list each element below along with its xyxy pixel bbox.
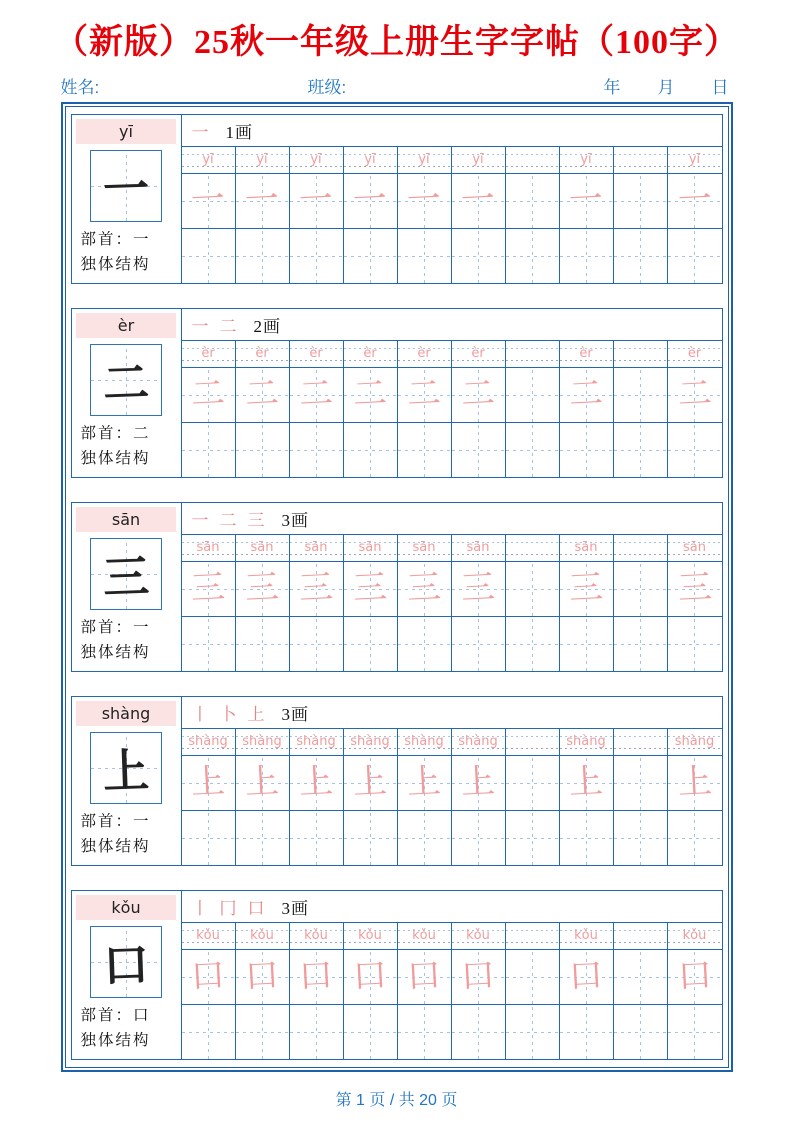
pinyin-cell: yī bbox=[344, 147, 398, 173]
empty-practice-cell bbox=[236, 1005, 290, 1059]
radical-structure-block bbox=[72, 615, 181, 665]
empty-practice-row bbox=[182, 1005, 722, 1059]
pinyin-cell: kǒu bbox=[290, 923, 344, 949]
trace-character-cell bbox=[290, 756, 344, 810]
pinyin-cell bbox=[506, 923, 560, 949]
trace-character-cell bbox=[452, 562, 506, 616]
page-number: 第 1 页 / 共 20 页 bbox=[335, 1092, 458, 1109]
trace-character: 二 bbox=[568, 375, 604, 414]
trace-character-cell bbox=[182, 174, 236, 228]
trace-character-cell bbox=[668, 756, 722, 810]
radical-structure-block bbox=[72, 421, 181, 471]
trace-character-cell bbox=[344, 756, 398, 810]
trace-character-cell bbox=[182, 562, 236, 616]
trace-practice-row bbox=[182, 174, 722, 229]
trace-character-cell bbox=[236, 756, 290, 810]
trace-character-cell bbox=[452, 368, 506, 422]
radical-label: 部首：一 bbox=[80, 813, 151, 830]
pinyin-guide-row bbox=[182, 923, 722, 950]
pinyin-cell: sān bbox=[560, 535, 614, 561]
pinyin-cell bbox=[506, 729, 560, 755]
pinyin-cell: kǒu bbox=[344, 923, 398, 949]
pinyin-cell: sān bbox=[398, 535, 452, 561]
trace-character: 口 bbox=[352, 957, 388, 996]
trace-character: 口 bbox=[190, 957, 226, 996]
empty-practice-cell bbox=[182, 423, 236, 477]
empty-practice-cell bbox=[290, 229, 344, 283]
character-info-panel bbox=[72, 309, 182, 477]
practice-grid-panel bbox=[182, 891, 722, 1059]
model-character-box bbox=[90, 926, 162, 998]
trace-character-cell bbox=[398, 950, 452, 1004]
empty-practice-cell bbox=[452, 229, 506, 283]
pinyin-cell bbox=[506, 341, 560, 367]
worksheet-outer-border bbox=[61, 102, 733, 1072]
practice-grid-panel bbox=[182, 115, 722, 283]
pinyin-label: shàng bbox=[76, 701, 176, 726]
stroke-order-glyph: 冂 bbox=[219, 899, 237, 918]
trace-character: 二 bbox=[460, 375, 496, 414]
character-practice-section bbox=[71, 890, 723, 1060]
trace-character-cell bbox=[398, 174, 452, 228]
pinyin-cell: kǒu bbox=[236, 923, 290, 949]
pinyin-cell: shàng bbox=[182, 729, 236, 755]
empty-practice-cell bbox=[344, 617, 398, 671]
character-practice-section bbox=[71, 502, 723, 672]
empty-practice-cell bbox=[236, 229, 290, 283]
empty-practice-cell bbox=[398, 1005, 452, 1059]
model-character: 二 bbox=[102, 357, 150, 410]
practice-grid-panel bbox=[182, 503, 722, 671]
pinyin-label: èr bbox=[76, 313, 176, 338]
trace-character-cell bbox=[668, 174, 722, 228]
model-character: 口 bbox=[102, 939, 150, 992]
stroke-order-glyph: 一 bbox=[191, 317, 209, 336]
pinyin-cell: shàng bbox=[290, 729, 344, 755]
trace-character: 二 bbox=[352, 375, 388, 414]
stroke-count-label: 3画 bbox=[281, 705, 309, 724]
stroke-order-row bbox=[182, 309, 722, 341]
pinyin-cell: yī bbox=[236, 147, 290, 173]
pinyin-cell: yī bbox=[290, 147, 344, 173]
trace-character: 二 bbox=[676, 375, 713, 414]
radical-label: 部首：一 bbox=[80, 231, 151, 248]
trace-character-cell bbox=[560, 562, 614, 616]
model-character-box bbox=[90, 150, 162, 222]
trace-character-cell bbox=[290, 174, 344, 228]
trace-character-cell bbox=[506, 950, 560, 1004]
trace-character-cell bbox=[290, 562, 344, 616]
trace-character-cell bbox=[506, 174, 560, 228]
trace-character-cell bbox=[236, 368, 290, 422]
trace-character: 一 bbox=[190, 181, 226, 220]
pinyin-cell: shàng bbox=[398, 729, 452, 755]
empty-practice-row bbox=[182, 617, 722, 671]
trace-practice-row bbox=[182, 562, 722, 617]
trace-character-cell bbox=[506, 562, 560, 616]
empty-practice-cell bbox=[236, 617, 290, 671]
trace-character: 口 bbox=[460, 957, 496, 996]
character-info-panel bbox=[72, 503, 182, 671]
trace-character: 三 bbox=[190, 569, 226, 608]
pinyin-cell: shàng bbox=[560, 729, 614, 755]
trace-character: 三 bbox=[352, 569, 388, 608]
name-label: 姓名: bbox=[60, 78, 100, 97]
pinyin-cell: shàng bbox=[668, 729, 722, 755]
character-info-panel bbox=[72, 115, 182, 283]
trace-character-cell bbox=[614, 950, 668, 1004]
trace-character-cell bbox=[560, 756, 614, 810]
radical-structure-block bbox=[72, 227, 181, 277]
character-info-panel bbox=[72, 891, 182, 1059]
trace-character-cell bbox=[452, 756, 506, 810]
trace-character: 一 bbox=[568, 181, 604, 220]
trace-character: 一 bbox=[406, 181, 442, 220]
trace-practice-row bbox=[182, 950, 722, 1005]
trace-character: 一 bbox=[352, 181, 388, 220]
trace-character-cell bbox=[182, 756, 236, 810]
trace-character: 三 bbox=[406, 569, 442, 608]
trace-character: 口 bbox=[244, 957, 280, 996]
empty-practice-cell bbox=[668, 229, 722, 283]
trace-character: 一 bbox=[244, 181, 280, 220]
pinyin-label: sān bbox=[76, 507, 176, 532]
trace-character: 上 bbox=[676, 763, 713, 802]
pinyin-guide-row bbox=[182, 729, 722, 756]
year-label: 年 bbox=[603, 78, 621, 97]
pinyin-cell: sān bbox=[182, 535, 236, 561]
structure-label: 独体结构 bbox=[80, 1032, 151, 1050]
stroke-order-glyph: 丨 bbox=[191, 705, 209, 724]
trace-character-cell bbox=[182, 950, 236, 1004]
pinyin-cell bbox=[614, 923, 668, 949]
date-labels bbox=[604, 73, 733, 98]
trace-character: 一 bbox=[676, 181, 713, 220]
trace-character: 上 bbox=[352, 763, 388, 802]
pinyin-cell bbox=[506, 535, 560, 561]
pinyin-cell: èr bbox=[668, 341, 722, 367]
trace-character-cell bbox=[560, 368, 614, 422]
character-practice-section bbox=[71, 114, 723, 284]
stroke-count-label: 1画 bbox=[225, 123, 253, 142]
empty-practice-cell bbox=[290, 617, 344, 671]
pinyin-label: yī bbox=[76, 119, 176, 144]
empty-practice-row bbox=[182, 423, 722, 477]
pinyin-cell: kǒu bbox=[398, 923, 452, 949]
trace-character: 二 bbox=[244, 375, 280, 414]
day-label: 日 bbox=[711, 78, 729, 97]
stroke-count-label: 2画 bbox=[253, 317, 281, 336]
trace-character-cell bbox=[668, 368, 722, 422]
trace-character-cell bbox=[290, 950, 344, 1004]
pinyin-cell: èr bbox=[452, 341, 506, 367]
pinyin-cell bbox=[614, 535, 668, 561]
empty-practice-cell bbox=[398, 229, 452, 283]
trace-character-cell bbox=[344, 368, 398, 422]
pinyin-cell: kǒu bbox=[560, 923, 614, 949]
empty-practice-cell bbox=[506, 1005, 560, 1059]
month-label: 月 bbox=[657, 78, 675, 97]
empty-practice-cell bbox=[668, 617, 722, 671]
trace-character-cell bbox=[236, 950, 290, 1004]
radical-structure-block bbox=[72, 1003, 181, 1053]
trace-character: 二 bbox=[406, 375, 442, 414]
pinyin-cell: èr bbox=[182, 341, 236, 367]
pinyin-cell: èr bbox=[236, 341, 290, 367]
stroke-order-row bbox=[182, 697, 722, 729]
empty-practice-cell bbox=[506, 423, 560, 477]
empty-practice-cell bbox=[506, 229, 560, 283]
trace-practice-row bbox=[182, 368, 722, 423]
empty-practice-cell bbox=[290, 1005, 344, 1059]
trace-character-cell bbox=[344, 950, 398, 1004]
model-character-box bbox=[90, 344, 162, 416]
stroke-order-glyph: 一 bbox=[191, 511, 209, 530]
empty-practice-cell bbox=[344, 229, 398, 283]
empty-practice-cell bbox=[560, 811, 614, 865]
trace-character: 三 bbox=[568, 569, 604, 608]
pinyin-cell bbox=[614, 729, 668, 755]
pinyin-label: kǒu bbox=[76, 895, 176, 920]
character-info-panel bbox=[72, 697, 182, 865]
trace-character-cell bbox=[614, 368, 668, 422]
model-character: 三 bbox=[102, 551, 150, 604]
trace-character: 一 bbox=[460, 181, 496, 220]
model-character-box bbox=[90, 538, 162, 610]
stroke-order-row bbox=[182, 503, 722, 535]
empty-practice-cell bbox=[182, 1005, 236, 1059]
pinyin-guide-row bbox=[182, 341, 722, 368]
empty-practice-cell bbox=[506, 617, 560, 671]
trace-character-cell bbox=[398, 368, 452, 422]
empty-practice-cell bbox=[614, 423, 668, 477]
pinyin-guide-row bbox=[182, 535, 722, 562]
character-practice-section bbox=[71, 696, 723, 866]
empty-practice-cell bbox=[560, 229, 614, 283]
trace-character: 口 bbox=[406, 957, 442, 996]
pinyin-cell: sān bbox=[236, 535, 290, 561]
trace-character-cell bbox=[452, 174, 506, 228]
pinyin-cell: èr bbox=[398, 341, 452, 367]
trace-character: 上 bbox=[190, 763, 226, 802]
trace-character: 二 bbox=[190, 375, 226, 414]
empty-practice-cell bbox=[398, 423, 452, 477]
trace-character: 三 bbox=[244, 569, 280, 608]
empty-practice-cell bbox=[182, 811, 236, 865]
trace-character-cell bbox=[668, 562, 722, 616]
trace-character-cell bbox=[398, 756, 452, 810]
trace-character-cell bbox=[182, 368, 236, 422]
pinyin-cell: shàng bbox=[452, 729, 506, 755]
trace-character-cell bbox=[344, 174, 398, 228]
stroke-order-glyph: 丨 bbox=[191, 899, 209, 918]
trace-character: 二 bbox=[298, 375, 334, 414]
stroke-order-glyph: 三 bbox=[247, 511, 265, 530]
trace-character: 上 bbox=[298, 763, 334, 802]
empty-practice-cell bbox=[182, 617, 236, 671]
trace-character-cell bbox=[236, 562, 290, 616]
trace-character-cell bbox=[614, 756, 668, 810]
empty-practice-cell bbox=[344, 1005, 398, 1059]
pinyin-cell: yī bbox=[668, 147, 722, 173]
empty-practice-cell bbox=[236, 811, 290, 865]
trace-character-cell bbox=[614, 562, 668, 616]
empty-practice-cell bbox=[182, 229, 236, 283]
empty-practice-cell bbox=[668, 811, 722, 865]
radical-structure-block bbox=[72, 809, 181, 859]
stroke-order-glyph: 二 bbox=[219, 317, 237, 336]
empty-practice-cell bbox=[668, 423, 722, 477]
empty-practice-cell bbox=[452, 811, 506, 865]
pinyin-cell: kǒu bbox=[452, 923, 506, 949]
trace-character: 上 bbox=[244, 763, 280, 802]
pinyin-cell bbox=[614, 147, 668, 173]
pinyin-cell: yī bbox=[182, 147, 236, 173]
empty-practice-cell bbox=[614, 1005, 668, 1059]
model-character-box bbox=[90, 732, 162, 804]
pinyin-cell: sān bbox=[344, 535, 398, 561]
empty-practice-cell bbox=[452, 423, 506, 477]
pinyin-cell: yī bbox=[452, 147, 506, 173]
trace-character-cell bbox=[344, 562, 398, 616]
radical-label: 部首：一 bbox=[80, 619, 151, 636]
pinyin-cell: sān bbox=[290, 535, 344, 561]
pinyin-cell: èr bbox=[344, 341, 398, 367]
empty-practice-cell bbox=[452, 617, 506, 671]
trace-character-cell bbox=[506, 756, 560, 810]
trace-character-cell bbox=[668, 950, 722, 1004]
empty-practice-cell bbox=[560, 1005, 614, 1059]
stroke-count-label: 3画 bbox=[281, 511, 309, 530]
stroke-count-label: 3画 bbox=[281, 899, 309, 918]
empty-practice-row bbox=[182, 229, 722, 283]
radical-label: 部首：二 bbox=[80, 425, 151, 442]
trace-character: 口 bbox=[298, 957, 334, 996]
model-character: 一 bbox=[102, 163, 150, 216]
empty-practice-cell bbox=[452, 1005, 506, 1059]
trace-character: 一 bbox=[298, 181, 334, 220]
trace-character: 三 bbox=[298, 569, 334, 608]
empty-practice-cell bbox=[398, 811, 452, 865]
pinyin-cell: èr bbox=[560, 341, 614, 367]
pinyin-cell: yī bbox=[398, 147, 452, 173]
empty-practice-cell bbox=[506, 811, 560, 865]
stroke-order-glyph: 上 bbox=[247, 705, 265, 724]
trace-character: 上 bbox=[568, 763, 604, 802]
trace-character-cell bbox=[614, 174, 668, 228]
stroke-order-glyph: 二 bbox=[219, 511, 237, 530]
trace-character-cell bbox=[452, 950, 506, 1004]
empty-practice-cell bbox=[236, 423, 290, 477]
practice-grid-panel bbox=[182, 309, 722, 477]
stroke-order-row bbox=[182, 115, 722, 147]
empty-practice-cell bbox=[344, 423, 398, 477]
trace-character: 三 bbox=[460, 569, 496, 608]
model-character: 上 bbox=[102, 745, 150, 798]
pinyin-cell bbox=[614, 341, 668, 367]
pinyin-cell: shàng bbox=[236, 729, 290, 755]
trace-character-cell bbox=[506, 368, 560, 422]
pinyin-cell: sān bbox=[452, 535, 506, 561]
trace-practice-row bbox=[182, 756, 722, 811]
trace-character: 上 bbox=[460, 763, 496, 802]
trace-character-cell bbox=[560, 950, 614, 1004]
trace-character-cell bbox=[290, 368, 344, 422]
stroke-order-glyph: 一 bbox=[191, 123, 209, 142]
pinyin-cell: kǒu bbox=[668, 923, 722, 949]
pinyin-guide-row bbox=[182, 147, 722, 174]
structure-label: 独体结构 bbox=[80, 644, 151, 662]
class-label: 班级: bbox=[307, 78, 347, 97]
pinyin-cell bbox=[506, 147, 560, 173]
stroke-order-row bbox=[182, 891, 722, 923]
trace-character: 上 bbox=[406, 763, 442, 802]
empty-practice-cell bbox=[560, 423, 614, 477]
pinyin-cell: yī bbox=[560, 147, 614, 173]
pinyin-cell: shàng bbox=[344, 729, 398, 755]
radical-label: 部首：口 bbox=[80, 1007, 151, 1024]
structure-label: 独体结构 bbox=[80, 256, 151, 274]
fill-in-header bbox=[61, 73, 733, 98]
worksheet-body bbox=[65, 106, 729, 1068]
empty-practice-cell bbox=[398, 617, 452, 671]
stroke-order-glyph: 口 bbox=[247, 899, 265, 918]
structure-label: 独体结构 bbox=[80, 450, 151, 468]
pinyin-cell: èr bbox=[290, 341, 344, 367]
pinyin-cell: kǒu bbox=[182, 923, 236, 949]
practice-grid-panel bbox=[182, 697, 722, 865]
empty-practice-cell bbox=[614, 811, 668, 865]
page-title: （新版）25秋一年级上册生字字帖（100字） bbox=[54, 24, 739, 61]
trace-character-cell bbox=[236, 174, 290, 228]
empty-practice-cell bbox=[344, 811, 398, 865]
empty-practice-cell bbox=[560, 617, 614, 671]
empty-practice-cell bbox=[290, 811, 344, 865]
empty-practice-cell bbox=[614, 617, 668, 671]
empty-practice-cell bbox=[290, 423, 344, 477]
pinyin-cell: sān bbox=[668, 535, 722, 561]
stroke-order-glyph: 卜 bbox=[219, 705, 237, 724]
empty-practice-row bbox=[182, 811, 722, 865]
empty-practice-cell bbox=[614, 229, 668, 283]
character-practice-section bbox=[71, 308, 723, 478]
trace-character: 三 bbox=[676, 569, 713, 608]
structure-label: 独体结构 bbox=[80, 838, 151, 856]
trace-character: 口 bbox=[676, 957, 713, 996]
trace-character: 口 bbox=[568, 957, 604, 996]
trace-character-cell bbox=[560, 174, 614, 228]
empty-practice-cell bbox=[668, 1005, 722, 1059]
trace-character-cell bbox=[398, 562, 452, 616]
